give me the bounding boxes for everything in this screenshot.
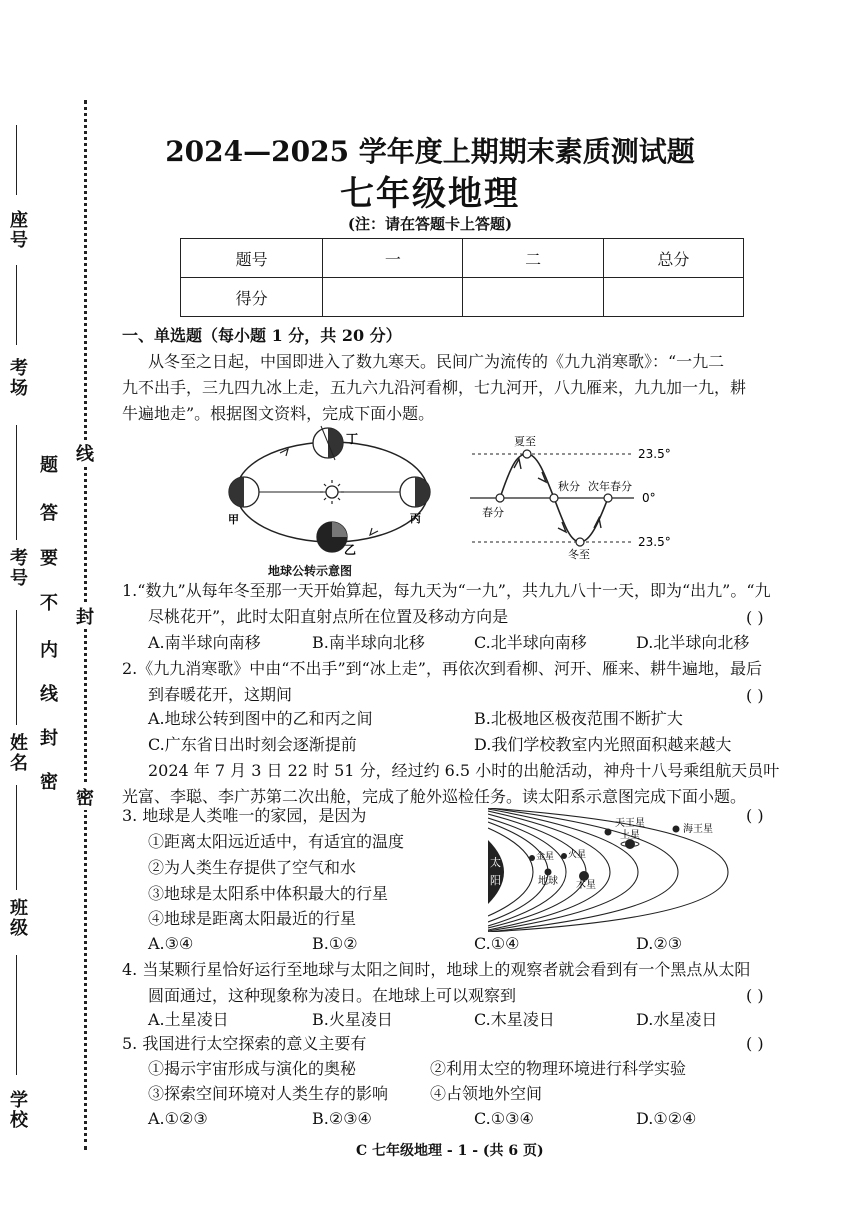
q1-option-b: B.南半球向北移 [312, 633, 425, 652]
q5-item: ②利用太空的物理环境进行科学实验 [430, 1059, 687, 1078]
class-label: 班级 [7, 898, 28, 938]
q4-option-d: D.水星凌日 [636, 1010, 718, 1029]
solar-system-diagram [488, 808, 740, 932]
direct-sun-diagram [462, 432, 692, 562]
subject-title: 七年级地理 [340, 174, 520, 214]
q3-stem: 3. 地球是人类唯一的家园，是因为 [122, 806, 367, 825]
exam-room-line [16, 265, 17, 345]
no-answer-char: 题 [37, 455, 58, 475]
score-cell: 题号 [181, 239, 323, 278]
point-summer-solstice [523, 450, 531, 458]
exam-no-line [16, 425, 17, 540]
name-label: 姓名 [7, 733, 28, 773]
q4-stem-line: 4. 当某颗行星恰好运行至地球与太阳之间时，地球上的观察者就会看到有一个黑点从太阳 [122, 960, 751, 979]
planet-label-uranus: 天王星 [615, 818, 645, 829]
q4-answer-paren: ( ) [746, 986, 764, 1005]
intro2-line: 2024 年 7 月 3 日 22 时 51 分，经过约 6.5 小时的出舱活动，神舟十八号乘组航天员叶 [148, 761, 780, 780]
q5-answer-paren: ( ) [746, 1034, 764, 1053]
q3-option-b: B.①② [312, 934, 358, 953]
exam-room-label: 考场 [7, 358, 28, 398]
exam-no-label: 考号 [7, 548, 28, 588]
label-autumn-equinox: 秋分 [558, 480, 580, 493]
seal-char-secret: 密 [76, 784, 94, 810]
no-answer-char: 答 [37, 503, 58, 523]
seat-label: 座号 [7, 210, 28, 250]
no-answer-char: 要 [37, 548, 58, 568]
score-cell: 得分 [181, 278, 323, 317]
intro-line: 从冬至之日起，中国即进入了数九寒天。民间广为流传的《九九消寒歌》：“一九二 [148, 352, 725, 371]
seal-char-seal: 封 [76, 603, 94, 629]
score-cell [603, 278, 743, 317]
score-table [180, 238, 744, 317]
label-summer-solstice: 夏至 [514, 435, 536, 448]
score-table-row [181, 239, 744, 278]
q5-item: ①揭示宇宙形成与演化的奥秘 [148, 1059, 357, 1078]
earth-position-jia [229, 477, 259, 507]
q5-option-b: B.②③④ [312, 1109, 372, 1128]
q5-option-d: D.①②④ [636, 1109, 697, 1128]
score-cell: 总分 [603, 239, 743, 278]
planet-label-neptune: 海王星 [683, 824, 713, 835]
orbit-diagram [220, 425, 445, 560]
q2-answer-paren: ( ) [746, 686, 764, 705]
page-footer: C 七年级地理 - 1 - (共 6 页) [356, 1143, 544, 1159]
q3-option-d: D.②③ [636, 934, 683, 953]
q4-option-c: C.木星凌日 [474, 1010, 555, 1029]
q3-item: ②为人类生存提供了空气和水 [148, 858, 357, 877]
q5-option-a: A.①②③ [148, 1109, 208, 1128]
orbit-label-ding: 丁 [346, 432, 359, 446]
label-next-spring: 次年春分 [588, 480, 632, 493]
q1-stem-line: 1.“数九”从每年冬至那一天开始算起，每九天为“一九”，共九九八十一天，即为“出九”。“九 [122, 581, 771, 600]
point-next-spring [604, 494, 612, 502]
q4-stem-line: 圆面通过，这种现象称为凌日。在地球上可以观察到 [148, 986, 517, 1005]
exam-title: 2024—2025 学年度上期期末素质测试题 [165, 135, 695, 168]
q2-option-c: C.广东省日出时刻会逐渐提前 [148, 735, 357, 754]
point-autumn-equinox [550, 494, 558, 502]
q2-option-d: D.我们学校教室内光照面积越来越大 [474, 735, 732, 754]
school-label: 学校 [7, 1090, 28, 1130]
score-table-row [181, 278, 744, 317]
q1-stem-line: 尽桃花开”，此时太阳直射点所在位置及移动方向是 [148, 607, 509, 626]
q1-answer-paren: ( ) [746, 608, 764, 627]
q2-option-b: B.北极地区极夜范围不断扩大 [474, 709, 683, 728]
no-answer-char: 密 [37, 772, 58, 792]
planet-venus [529, 855, 535, 861]
q3-item: ①距离太阳远近适中，有适宜的温度 [148, 832, 405, 851]
label-winter-solstice: 冬至 [568, 548, 590, 561]
planet-mars [561, 853, 567, 859]
label-lat-south: 23.5° [638, 535, 671, 549]
planet-uranus [605, 829, 612, 836]
q3-item: ③地球是太阳系中体积最大的行星 [148, 884, 389, 903]
q2-option-a: A.地球公转到图中的乙和丙之间 [148, 709, 373, 728]
school-line [16, 955, 17, 1075]
label-spring-equinox: 春分 [482, 506, 504, 519]
q1-option-d: D.北半球向北移 [636, 633, 750, 652]
planet-label-venus: 金星 [536, 852, 555, 862]
q5-item: ④占领地外空间 [430, 1084, 543, 1103]
earth-position-ding [313, 426, 343, 460]
q1-option-a: A.南半球向南移 [148, 633, 261, 652]
class-line [16, 785, 17, 890]
q1-option-c: C.北半球向南移 [474, 633, 587, 652]
seal-char-line: 线 [76, 440, 94, 466]
section-heading: 一、单选题（每小题 1 分，共 20 分） [122, 326, 402, 345]
intro-line: 九不出手，三九四九冰上走，五九六九沿河看柳，七九河开，八九雁来，九九加一九，耕 [122, 378, 747, 397]
sun-label: 阳 [490, 874, 501, 887]
no-answer-char: 封 [37, 728, 58, 748]
sun-body [488, 840, 504, 904]
planet-label-mars: 火星 [568, 850, 587, 860]
orbit-label-yi: 乙 [344, 543, 357, 557]
no-answer-char: 不 [37, 593, 58, 613]
q5-stem: 5. 我国进行太空探索的意义主要有 [122, 1034, 367, 1053]
orbit-caption: 地球公转示意图 [268, 564, 353, 578]
no-answer-char: 线 [37, 684, 58, 704]
point-spring-equinox [496, 494, 504, 502]
planet-label-saturn: 土星 [620, 830, 640, 841]
q2-stem-line: 到春暖花开，这期间 [148, 685, 293, 704]
planet-earth [545, 869, 552, 876]
q3-option-c: C.①④ [474, 934, 520, 953]
name-line [16, 610, 17, 725]
label-lat-equator: 0° [642, 491, 656, 505]
q5-option-c: C.①③④ [474, 1109, 534, 1128]
q4-option-b: B.火星凌日 [312, 1010, 393, 1029]
answer-note: (注：请在答题卡上答题) [347, 215, 513, 233]
q3-answer-paren: ( ) [746, 806, 764, 825]
label-lat-north: 23.5° [638, 447, 671, 461]
score-cell [323, 278, 463, 317]
earth-position-yi [317, 522, 347, 552]
score-cell: 二 [463, 239, 603, 278]
sun-label: 太 [490, 856, 501, 869]
score-cell: 一 [323, 239, 463, 278]
orbit-arrow [370, 528, 378, 535]
q3-option-a: A.③④ [148, 934, 194, 953]
orbit-label-jia: 甲 [228, 513, 239, 526]
planet-label-earth: 地球 [538, 876, 558, 887]
planet-label-jupiter: 木星 [576, 880, 596, 891]
point-winter-solstice [576, 538, 584, 546]
score-cell [463, 278, 603, 317]
orbit-label-bing: 丙 [410, 512, 421, 525]
intro2-line: 光富、李聪、李广苏第二次出舱，完成了舱外巡检任务。读太阳系示意图完成下面小题。 [122, 787, 747, 806]
q3-item: ④地球是距离太阳最近的行星 [148, 909, 357, 928]
q4-option-a: A.土星凌日 [148, 1010, 229, 1029]
earth-position-bing [400, 477, 430, 507]
intro-line: 牛遍地走”。根据图文资料，完成下面小题。 [122, 404, 435, 423]
planet-neptune [673, 826, 680, 833]
q5-item: ③探索空间环境对人类生存的影响 [148, 1084, 389, 1103]
q2-stem-line: 2.《九九消寒歌》中由“不出手”到“冰上走”，再依次到看柳、河开、雁来、耕牛遍地，最后 [122, 659, 762, 678]
no-answer-char: 内 [37, 640, 58, 660]
